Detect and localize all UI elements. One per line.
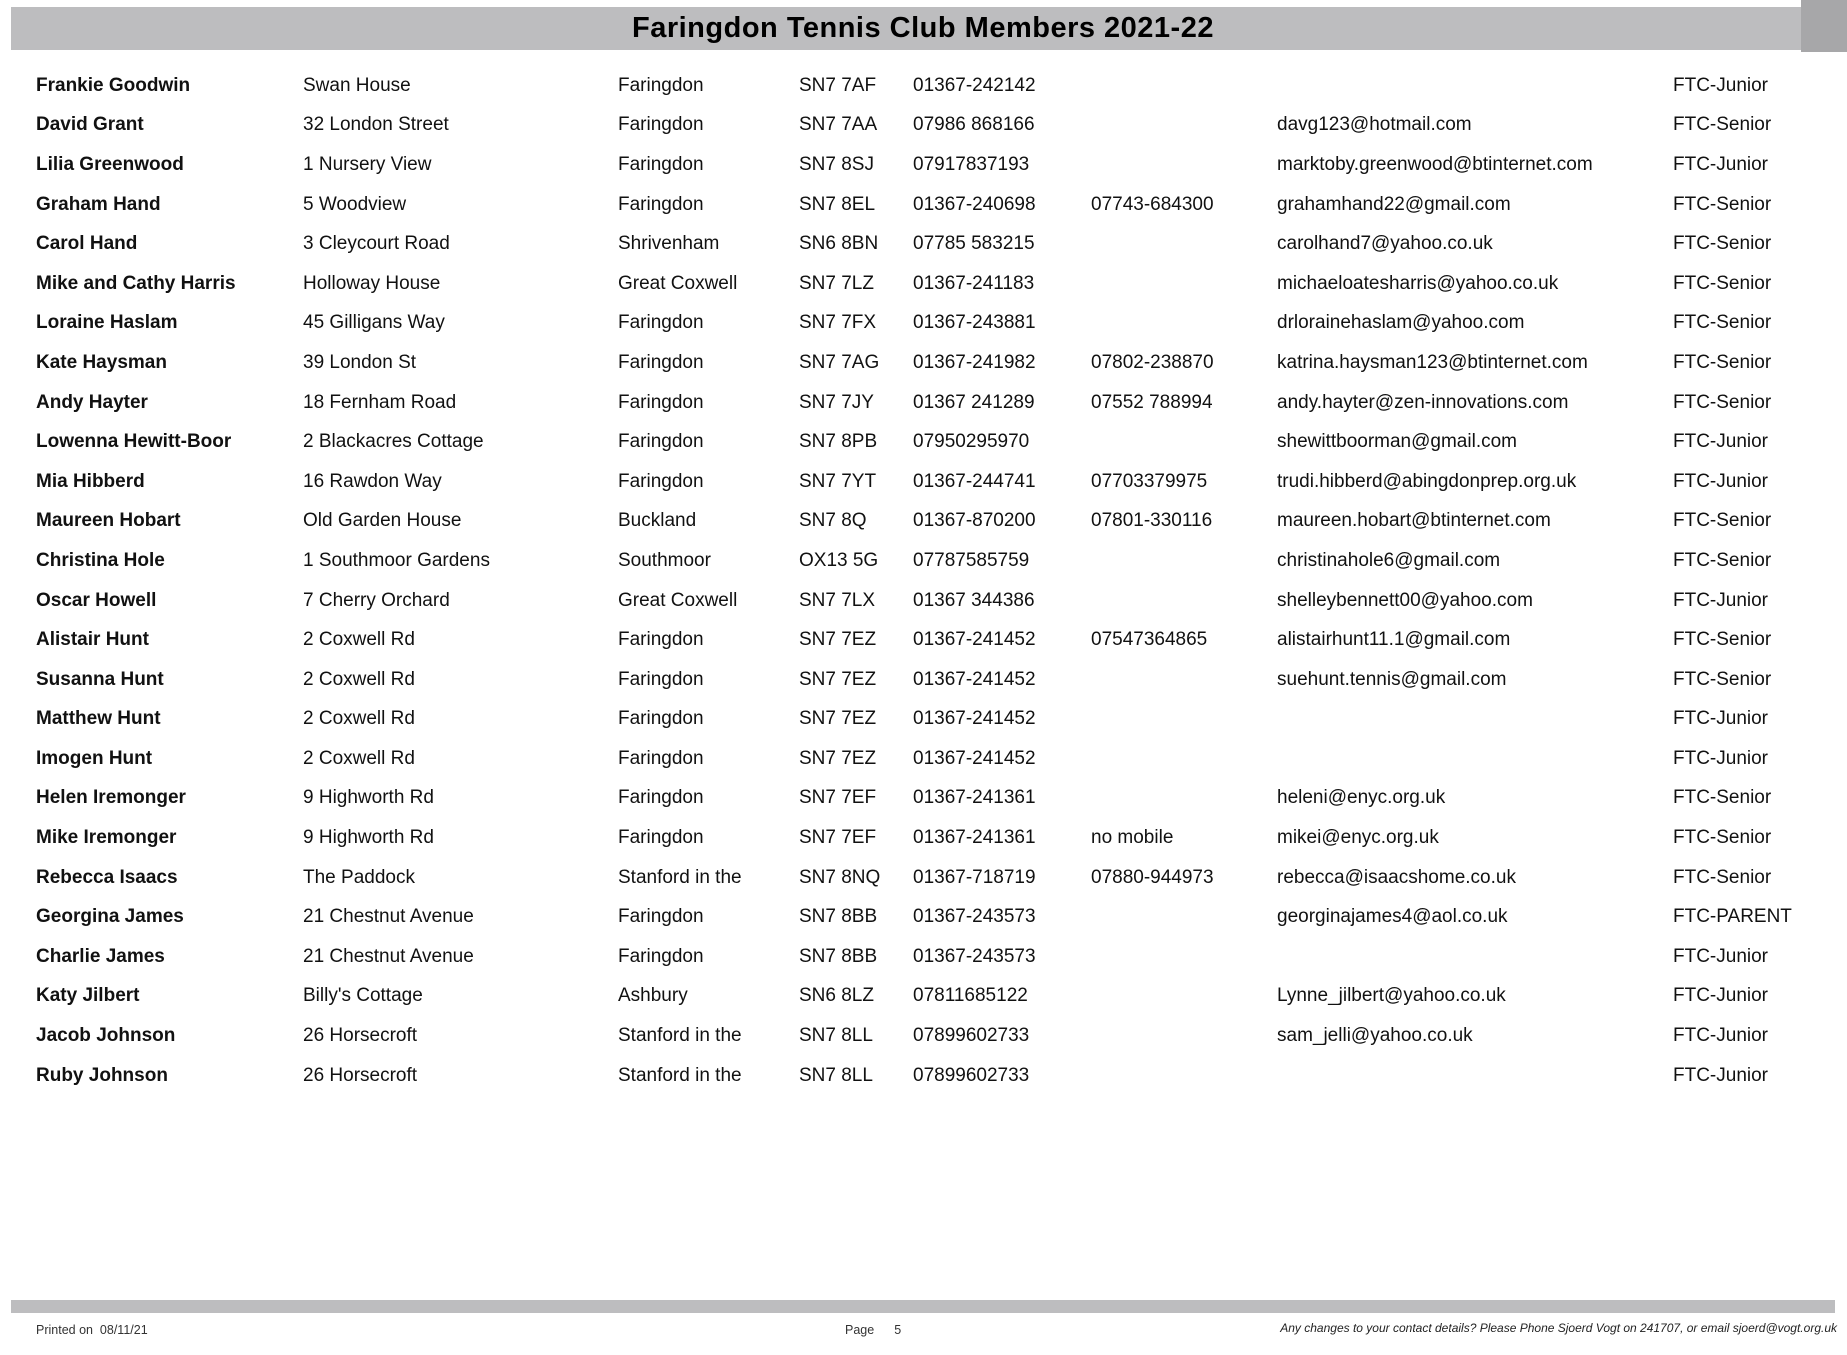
member-address: 2 Blackacres Cottage <box>303 432 484 453</box>
page-title: Faringdon Tennis Club Members 2021-22 <box>632 12 1214 44</box>
member-town: Faringdon <box>618 155 704 175</box>
member-type-badge: FTC-Senior <box>1673 234 1772 255</box>
member-town: Faringdon <box>618 352 704 373</box>
table-row <box>0 264 1847 304</box>
member-address: 39 London St <box>303 352 417 373</box>
member-name: Katy Jilbert <box>36 986 140 1007</box>
member-mobile: 07703379975 <box>1091 471 1208 492</box>
member-name: Andy Hayter <box>36 392 148 413</box>
member-town: Faringdon <box>618 907 704 928</box>
member-phone: 01367 344386 <box>913 590 1035 611</box>
member-name: Georgina James <box>36 907 184 928</box>
member-type-badge: FTC-Junior <box>1673 986 1769 1007</box>
member-address: 2 Coxwell Rd <box>303 748 415 769</box>
member-phone: 01367-241982 <box>913 352 1036 373</box>
member-email: shewittboorman@gmail.com <box>1277 432 1517 453</box>
member-town: Faringdon <box>618 669 704 690</box>
member-postcode: SN7 8NQ <box>799 867 881 888</box>
member-email: georginajames4@aol.co.uk <box>1277 907 1508 928</box>
member-type-badge: FTC-Senior <box>1673 669 1772 690</box>
table-row <box>0 700 1847 740</box>
member-town: Great Coxwell <box>618 273 738 294</box>
member-town: Faringdon <box>618 115 704 136</box>
table-row <box>0 739 1847 779</box>
member-postcode: SN7 7LX <box>799 590 876 611</box>
member-name: Mike and Cathy Harris <box>36 273 236 294</box>
member-town: Stanford in the <box>618 1026 742 1047</box>
member-address: 3 Cleycourt Road <box>303 234 450 255</box>
member-town: Faringdon <box>618 194 704 215</box>
member-name: Helen Iremonger <box>36 788 186 809</box>
member-type-badge: FTC-Junior <box>1673 75 1769 96</box>
member-town: Faringdon <box>618 788 704 809</box>
member-postcode: SN7 7EZ <box>799 669 877 690</box>
member-mobile: 07801-330116 <box>1091 511 1213 532</box>
member-town: Great Coxwell <box>618 590 738 611</box>
members-table <box>0 66 1847 1095</box>
member-name: Oscar Howell <box>36 590 157 611</box>
member-type-badge: FTC-Senior <box>1673 313 1772 334</box>
member-postcode: SN7 8LL <box>799 1026 873 1047</box>
table-row <box>0 343 1847 383</box>
member-address: Swan House <box>303 75 411 96</box>
member-phone: 01367-241361 <box>913 828 1036 849</box>
member-phone: 07811685122 <box>913 986 1028 1007</box>
member-address: 16 Rawdon Way <box>303 471 442 492</box>
member-type-badge: FTC-Senior <box>1673 115 1772 136</box>
member-address: 1 Southmoor Gardens <box>303 550 490 571</box>
member-postcode: SN7 7AA <box>799 115 878 136</box>
page-number-value: 5 <box>894 1323 902 1337</box>
member-email: trudi.hibberd@abingdonprep.org.uk <box>1277 471 1577 492</box>
member-email: drlorainehaslam@yahoo.com <box>1277 313 1525 334</box>
member-phone: 01367-240698 <box>913 194 1036 215</box>
member-postcode: SN7 7EZ <box>799 630 877 651</box>
member-type-badge: FTC-Senior <box>1673 194 1772 215</box>
member-phone: 01367-241452 <box>913 630 1036 651</box>
member-email: katrina.haysman123@btinternet.com <box>1277 352 1588 373</box>
member-mobile: 07802-238870 <box>1091 352 1214 373</box>
member-postcode: SN7 7AG <box>799 352 880 373</box>
member-type-badge: FTC-Junior <box>1673 709 1769 730</box>
member-email: davg123@hotmail.com <box>1277 115 1472 136</box>
member-type-badge: FTC-Junior <box>1673 1065 1769 1086</box>
member-town: Faringdon <box>618 313 704 334</box>
member-type-badge: FTC-Senior <box>1673 630 1772 651</box>
member-name: Loraine Haslam <box>36 313 178 334</box>
member-address: 2 Coxwell Rd <box>303 669 415 690</box>
member-name: Matthew Hunt <box>36 709 161 730</box>
member-postcode: OX13 5G <box>799 550 879 571</box>
member-phone: 01367-243573 <box>913 946 1036 967</box>
member-phone: 01367-241183 <box>913 273 1035 294</box>
member-email: mikei@enyc.org.uk <box>1277 828 1439 849</box>
member-name: Mia Hibberd <box>36 471 145 492</box>
member-name: Lilia Greenwood <box>36 155 184 175</box>
member-email: sam_jelli@yahoo.co.uk <box>1277 1026 1473 1047</box>
member-phone: 07899602733 <box>913 1065 1030 1086</box>
member-town: Faringdon <box>618 392 704 413</box>
member-type-badge: FTC-Senior <box>1673 352 1772 373</box>
member-mobile: 07743-684300 <box>1091 194 1214 215</box>
printed-date: Printed on 08/11/21 <box>36 1323 148 1337</box>
member-postcode: SN7 8EL <box>799 194 876 215</box>
member-town: Ashbury <box>618 986 688 1007</box>
member-name: Maureen Hobart <box>36 511 181 532</box>
member-phone: 01367-241452 <box>913 709 1036 730</box>
table-row <box>0 145 1847 185</box>
member-address: 1 Nursery View <box>303 155 432 175</box>
member-mobile: 07547364865 <box>1091 630 1208 651</box>
table-row <box>0 977 1847 1017</box>
member-phone: 01367-242142 <box>913 75 1036 96</box>
member-mobile: no mobile <box>1091 828 1174 849</box>
table-row <box>0 937 1847 977</box>
member-postcode: SN7 8Q <box>799 511 867 532</box>
table-row <box>0 224 1847 264</box>
member-phone: 07986 868166 <box>913 115 1035 136</box>
member-type-badge: FTC-Junior <box>1673 1026 1769 1047</box>
member-email: heleni@enyc.org.uk <box>1277 788 1446 809</box>
member-type-badge: FTC-Junior <box>1673 432 1769 453</box>
member-type-badge: FTC-Junior <box>1673 590 1769 611</box>
member-postcode: SN7 7YT <box>799 471 877 492</box>
member-phone: 07899602733 <box>913 1026 1030 1047</box>
member-type-badge: FTC-Senior <box>1673 828 1772 849</box>
member-type-badge: FTC-Senior <box>1673 392 1772 413</box>
member-type-badge: FTC-Junior <box>1673 748 1769 769</box>
member-name: Christina Hole <box>36 550 165 571</box>
member-name: Carol Hand <box>36 234 138 255</box>
member-address: 32 London Street <box>303 115 449 136</box>
member-postcode: SN7 8LL <box>799 1065 873 1086</box>
member-name: Alistair Hunt <box>36 630 149 651</box>
member-email: michaeloatesharris@yahoo.co.uk <box>1277 273 1559 294</box>
member-address: 9 Highworth Rd <box>303 788 434 809</box>
member-postcode: SN7 7JY <box>799 392 874 413</box>
member-name: Frankie Goodwin <box>36 75 191 96</box>
member-postcode: SN6 8LZ <box>799 986 874 1007</box>
member-type-badge: FTC-Junior <box>1673 155 1769 175</box>
member-postcode: SN7 8PB <box>799 432 878 453</box>
title-bar <box>11 7 1835 50</box>
member-email: christinahole6@gmail.com <box>1277 550 1501 571</box>
member-address: 5 Woodview <box>303 194 407 215</box>
member-postcode: SN6 8BN <box>799 234 879 255</box>
scan-edge-shade <box>1801 0 1847 52</box>
member-town: Shrivenham <box>618 234 720 255</box>
member-postcode: SN7 7EF <box>799 788 877 809</box>
page-footer <box>0 1320 1847 1346</box>
table-row <box>0 66 1847 106</box>
member-address: 9 Highworth Rd <box>303 828 434 849</box>
member-phone: 07950295970 <box>913 432 1030 453</box>
member-address: 2 Coxwell Rd <box>303 709 415 730</box>
member-postcode: SN7 8SJ <box>799 155 874 175</box>
member-email: Lynne_jilbert@yahoo.co.uk <box>1277 986 1506 1007</box>
member-address: The Paddock <box>303 867 415 888</box>
member-phone: 01367-243881 <box>913 313 1036 334</box>
member-postcode: SN7 7EZ <box>799 709 877 730</box>
member-email: carolhand7@yahoo.co.uk <box>1277 234 1493 255</box>
member-name: Kate Haysman <box>36 352 167 373</box>
member-type-badge: FTC-Junior <box>1673 946 1769 967</box>
member-email: rebecca@isaacshome.co.uk <box>1277 867 1516 888</box>
member-town: Buckland <box>618 511 697 532</box>
member-postcode: SN7 7AF <box>799 75 877 96</box>
member-phone: 01367-241452 <box>913 748 1036 769</box>
member-email: shelleybennett00@yahoo.com <box>1277 590 1533 611</box>
member-name: Charlie James <box>36 946 165 967</box>
member-town: Stanford in the <box>618 1065 742 1086</box>
member-name: Lowenna Hewitt-Boor <box>36 432 232 453</box>
member-address: 18 Fernham Road <box>303 392 457 413</box>
member-town: Faringdon <box>618 748 704 769</box>
member-phone: 01367 241289 <box>913 392 1035 413</box>
table-row <box>0 1056 1847 1096</box>
member-town: Stanford in the <box>618 867 742 888</box>
member-name: David Grant <box>36 115 144 136</box>
table-row <box>0 541 1847 581</box>
member-name: Graham Hand <box>36 194 161 215</box>
table-row <box>0 502 1847 542</box>
member-type-badge: FTC-Senior <box>1673 550 1772 571</box>
member-phone: 07917837193 <box>913 155 1030 175</box>
member-phone: 01367-241452 <box>913 669 1036 690</box>
member-mobile: 07552 788994 <box>1091 392 1213 413</box>
table-row <box>0 897 1847 937</box>
member-town: Faringdon <box>618 75 704 96</box>
table-row <box>0 462 1847 502</box>
table-row <box>0 858 1847 898</box>
member-email: suehunt.tennis@gmail.com <box>1277 669 1507 690</box>
member-address: Billy's Cottage <box>303 986 423 1007</box>
member-email: alistairhunt11.1@gmail.com <box>1277 630 1511 651</box>
member-address: Holloway House <box>303 273 441 294</box>
member-name: Imogen Hunt <box>36 748 153 769</box>
table-row <box>0 185 1847 225</box>
member-postcode: SN7 7EZ <box>799 748 877 769</box>
member-phone: 01367-243573 <box>913 907 1036 928</box>
member-phone: 07787585759 <box>913 550 1030 571</box>
member-postcode: SN7 7FX <box>799 313 877 334</box>
table-row <box>0 106 1847 146</box>
member-type-badge: FTC-Senior <box>1673 867 1772 888</box>
member-email: andy.hayter@zen-innovations.com <box>1277 392 1569 413</box>
member-address: Old Garden House <box>303 511 462 532</box>
table-row <box>0 1016 1847 1056</box>
member-town: Faringdon <box>618 828 704 849</box>
table-row <box>0 620 1847 660</box>
member-phone: 01367-870200 <box>913 511 1036 532</box>
member-email: maureen.hobart@btinternet.com <box>1277 511 1551 532</box>
member-postcode: SN7 7LZ <box>799 273 874 294</box>
page-number-label: Page <box>845 1323 875 1337</box>
member-address: 26 Horsecroft <box>303 1026 418 1047</box>
member-email: marktoby.greenwood@btinternet.com <box>1277 155 1593 175</box>
member-town: Southmoor <box>618 550 711 571</box>
bottom-divider-bar <box>11 1300 1835 1313</box>
member-postcode: SN7 8BB <box>799 907 878 928</box>
member-type-badge: FTC-Senior <box>1673 511 1772 532</box>
contact-change-note: Any changes to your contact details? Please Phone Sjoerd Vogt on 241707, or email sjoerd@vogt.org.uk <box>1280 1321 1837 1335</box>
member-address: 45 Gilligans Way <box>303 313 445 334</box>
member-phone: 07785 583215 <box>913 234 1035 255</box>
member-name: Susanna Hunt <box>36 669 164 690</box>
table-row <box>0 422 1847 462</box>
member-address: 7 Cherry Orchard <box>303 590 450 611</box>
member-type-badge: FTC-Senior <box>1673 273 1772 294</box>
page-number <box>845 1323 901 1337</box>
member-town: Faringdon <box>618 630 704 651</box>
member-type-badge: FTC-Junior <box>1673 471 1769 492</box>
table-row <box>0 779 1847 819</box>
member-name: Jacob Johnson <box>36 1026 176 1047</box>
member-name: Ruby Johnson <box>36 1065 168 1086</box>
member-email: grahamhand22@gmail.com <box>1277 194 1511 215</box>
member-address: 21 Chestnut Avenue <box>303 907 474 928</box>
member-postcode: SN7 7EF <box>799 828 877 849</box>
member-mobile: 07880-944973 <box>1091 867 1214 888</box>
member-phone: 01367-718719 <box>913 867 1036 888</box>
member-town: Faringdon <box>618 709 704 730</box>
member-phone: 01367-244741 <box>913 471 1036 492</box>
member-phone: 01367-241361 <box>913 788 1036 809</box>
member-name: Rebecca Isaacs <box>36 867 178 888</box>
table-row <box>0 581 1847 621</box>
member-town: Faringdon <box>618 471 704 492</box>
member-name: Mike Iremonger <box>36 828 177 849</box>
member-type-badge: FTC-PARENT <box>1673 907 1792 928</box>
member-address: 21 Chestnut Avenue <box>303 946 474 967</box>
member-town: Faringdon <box>618 946 704 967</box>
member-type-badge: FTC-Senior <box>1673 788 1772 809</box>
table-row <box>0 304 1847 344</box>
table-row <box>0 383 1847 423</box>
table-row <box>0 818 1847 858</box>
member-address: 2 Coxwell Rd <box>303 630 415 651</box>
member-postcode: SN7 8BB <box>799 946 878 967</box>
table-row <box>0 660 1847 700</box>
member-address: 26 Horsecroft <box>303 1065 418 1086</box>
member-town: Faringdon <box>618 432 704 453</box>
